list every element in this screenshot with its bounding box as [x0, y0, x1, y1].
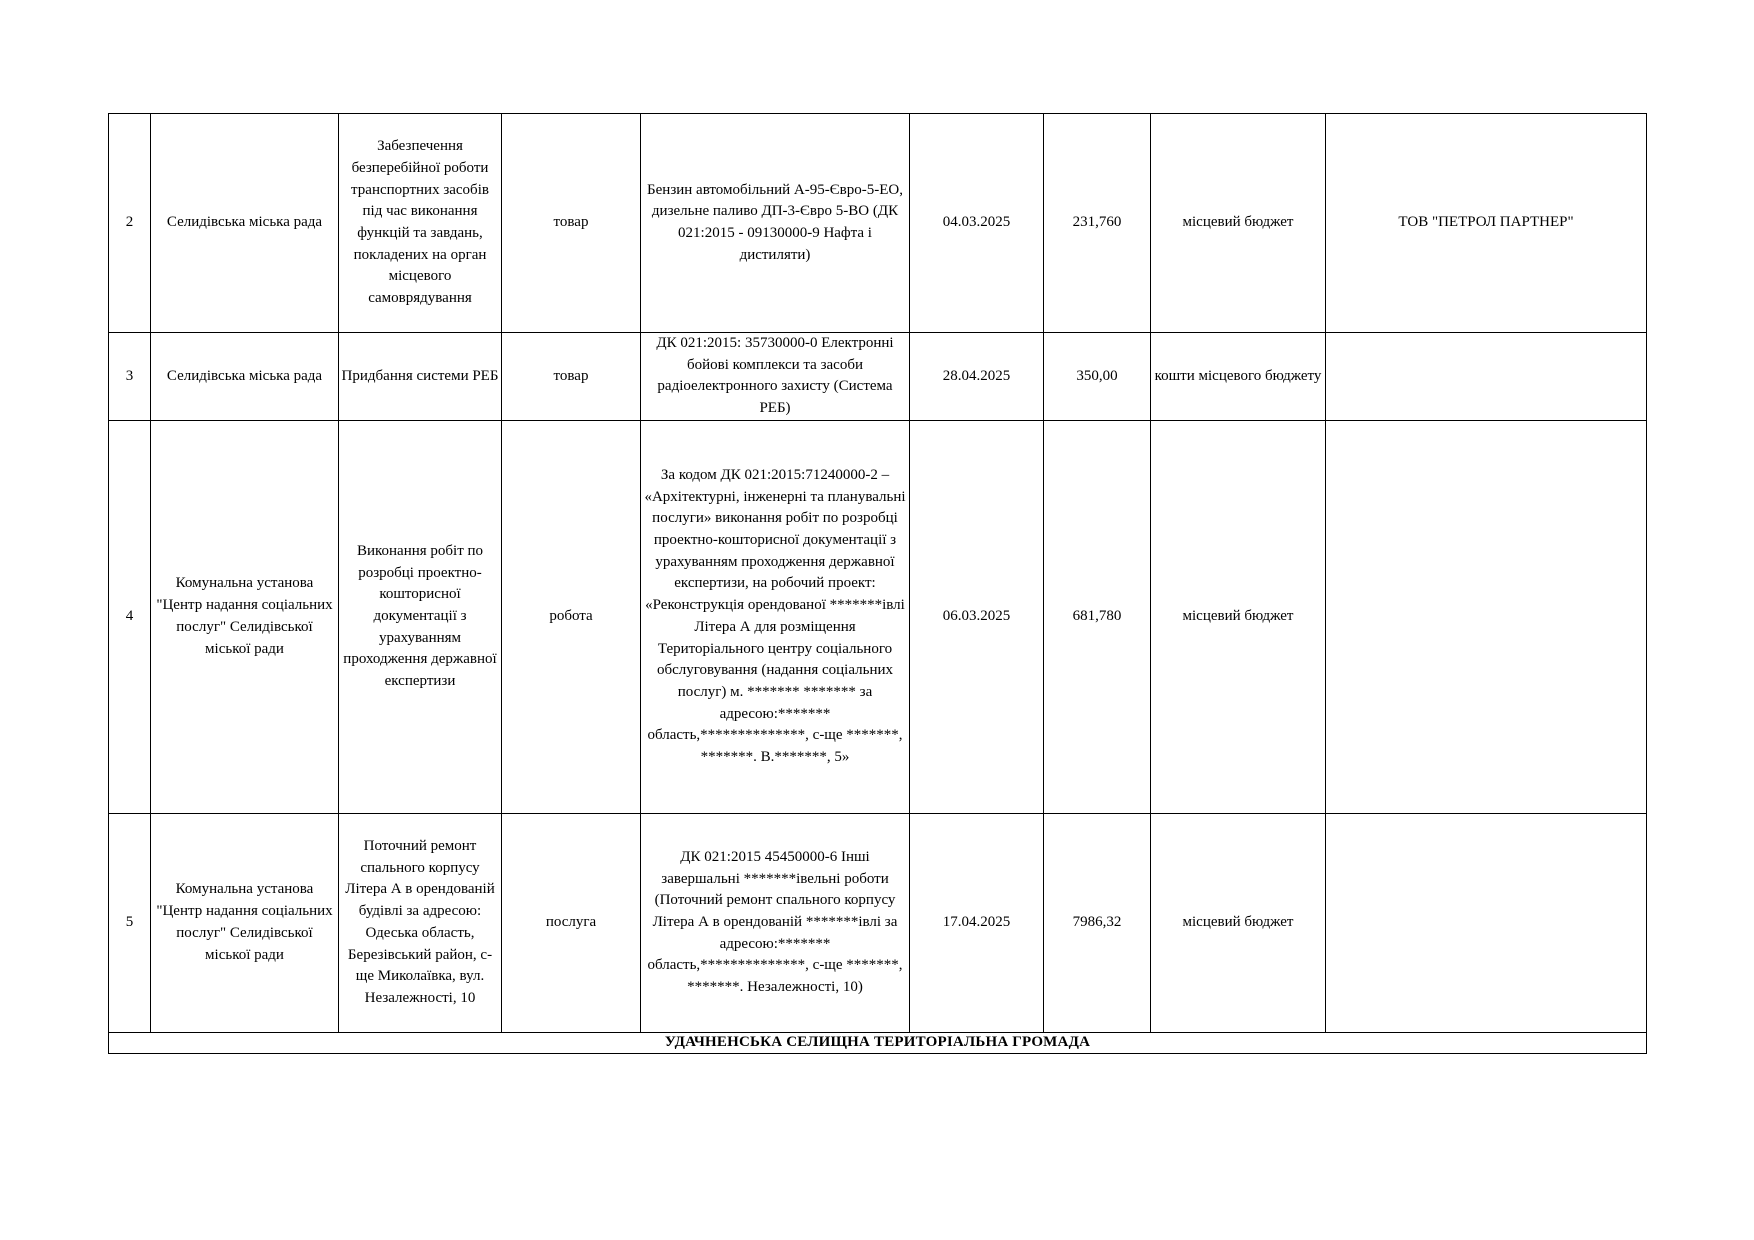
funding-cell: місцевий бюджет — [1151, 420, 1326, 813]
contractor-cell — [1326, 333, 1647, 421]
subject-cell: ДК 021:2015: 35730000-0 Електронні бойові комплекси та засоби радіоелектронного захисту (Система РЕБ) — [641, 333, 910, 421]
procurement-table — [108, 113, 1647, 1054]
amount-cell: 681,780 — [1044, 420, 1151, 813]
row-number: 3 — [109, 333, 151, 421]
procurement-type-cell: товар — [502, 333, 641, 421]
section-title: УДАЧНЕНСЬКА СЕЛИЩНА ТЕРИТОРІАЛЬНА ГРОМАДА — [109, 1032, 1647, 1053]
amount-cell: 231,760 — [1044, 114, 1151, 333]
procurement-type-cell: послуга — [502, 813, 641, 1032]
purpose-cell: Виконання робіт по розробці проектно-кошторисної документації з урахуванням проходження державної експертизи — [339, 420, 502, 813]
customer-cell: Селидівська міська рада — [151, 114, 339, 333]
funding-cell: кошти місцевого бюджету — [1151, 333, 1326, 421]
date-cell: 04.03.2025 — [910, 114, 1044, 333]
date-cell: 28.04.2025 — [910, 333, 1044, 421]
customer-cell: Селидівська міська рада — [151, 333, 339, 421]
table-row — [109, 813, 1647, 1032]
amount-cell: 7986,32 — [1044, 813, 1151, 1032]
contractor-cell — [1326, 420, 1647, 813]
contractor-cell: ТОВ "ПЕТРОЛ ПАРТНЕР" — [1326, 114, 1647, 333]
amount-cell: 350,00 — [1044, 333, 1151, 421]
contractor-cell — [1326, 813, 1647, 1032]
table-row — [109, 333, 1647, 421]
subject-cell: Бензин автомобільний А-95-Євро-5-ЕО, дизельне паливо ДП-3-Євро 5-ВО (ДК 021:2015 - 09130000-9 Нафта і дистиляти) — [641, 114, 910, 333]
funding-cell: місцевий бюджет — [1151, 114, 1326, 333]
subject-cell: ДК 021:2015 45450000-6 Інші завершальні *******івельні роботи (Поточний ремонт спального корпусу Літера А в орендованій *******івлі за адресою:******* область,**************, с-ще *******, *******. Незалежності, 10) — [641, 813, 910, 1032]
date-cell: 06.03.2025 — [910, 420, 1044, 813]
table-row — [109, 114, 1647, 333]
procurement-type-cell: робота — [502, 420, 641, 813]
procurement-type-cell: товар — [502, 114, 641, 333]
section-header-row — [109, 1032, 1647, 1053]
purpose-cell: Забезпечення безперебійної роботи транспортних засобів під час виконання функцій та завдань, покладених на орган місцевого самоврядування — [339, 114, 502, 333]
customer-cell: Комунальна установа "Центр надання соціальних послуг" Селидівської міської ради — [151, 813, 339, 1032]
table-row — [109, 420, 1647, 813]
customer-cell: Комунальна установа "Центр надання соціальних послуг" Селидівської міської ради — [151, 420, 339, 813]
date-cell: 17.04.2025 — [910, 813, 1044, 1032]
purpose-cell: Придбання системи РЕБ — [339, 333, 502, 421]
document-page — [108, 113, 1646, 1054]
purpose-cell: Поточний ремонт спального корпусу Літера А в орендованій будівлі за адресою: Одеська область, Березівський район, с-ще Миколаївка, вул. Незалежності, 10 — [339, 813, 502, 1032]
funding-cell: місцевий бюджет — [1151, 813, 1326, 1032]
row-number: 5 — [109, 813, 151, 1032]
row-number: 4 — [109, 420, 151, 813]
subject-cell: За кодом ДК 021:2015:71240000-2 – «Архітектурні, інженерні та планувальні послуги» виконання робіт по розробці проектно-кошторисної документації з урахуванням проходження державної експертизи, на робочий проект: «Реконструкція орендованої *******івлі Літера А для розміщення Територіального центру соціального обслуговування (надання соціальних послуг) м. ******* ******* за адресою:******* область,**************, с-ще *******, *******. В.*******, 5» — [641, 420, 910, 813]
row-number: 2 — [109, 114, 151, 333]
